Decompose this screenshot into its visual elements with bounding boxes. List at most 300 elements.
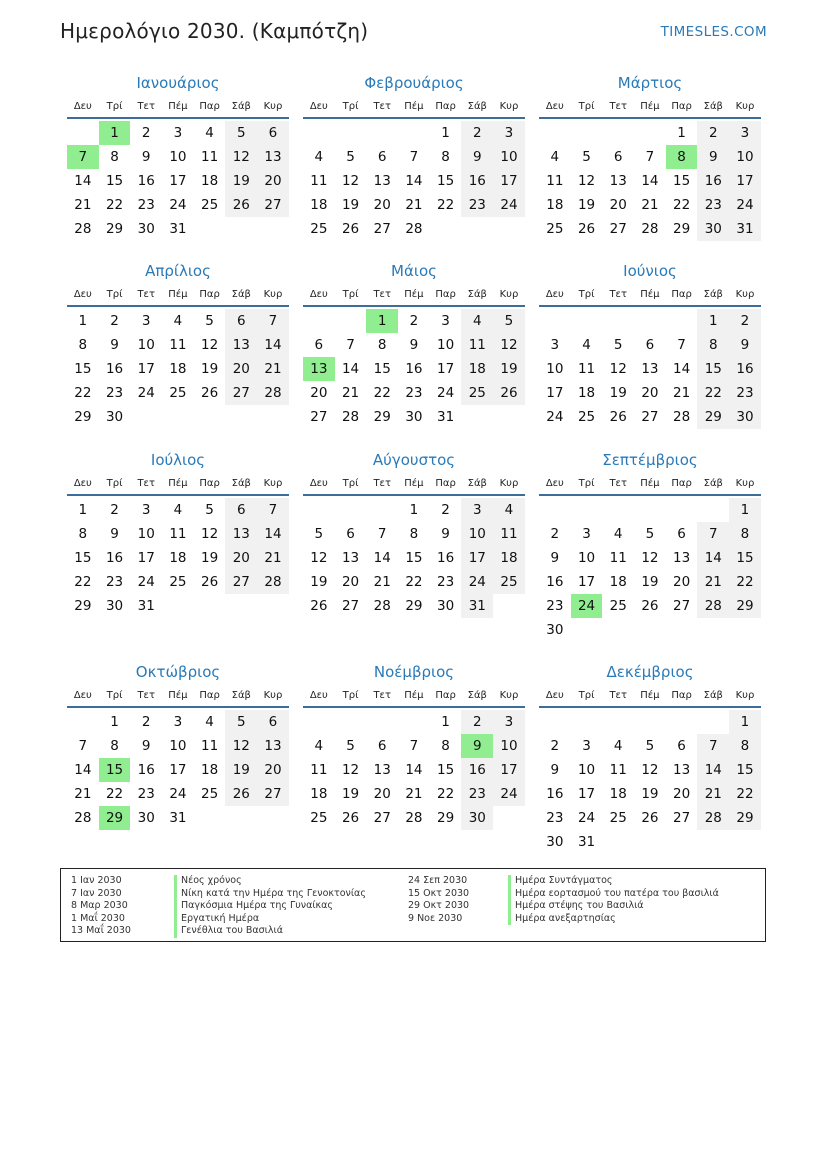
empty-cell: [225, 405, 257, 429]
weekday-label: Πέμ: [168, 478, 188, 489]
month-name: Φεβρουάριος: [364, 74, 464, 92]
day-cell: 7: [409, 738, 419, 754]
day-cell: 14: [697, 546, 729, 570]
week-row: [303, 758, 525, 782]
day-cell: 9: [550, 550, 560, 566]
day-cell: 12: [493, 333, 525, 357]
day-cell: 13: [257, 145, 289, 169]
day-cell: 8: [729, 734, 761, 758]
weekday-label: Τρί: [106, 289, 123, 300]
weekday-label: Πέμ: [168, 101, 188, 112]
day-cell: 13: [257, 734, 289, 758]
day-cell: 30: [137, 221, 155, 237]
day-cell: 31: [577, 834, 596, 850]
day-cell: 3: [493, 710, 525, 734]
day-cell: 25: [493, 570, 525, 594]
holiday-day-cell: 1: [99, 121, 131, 145]
month-11: [303, 661, 525, 830]
empty-cell: [257, 806, 289, 830]
day-cell: 27: [225, 381, 257, 405]
month-name: Ιανουάριος: [136, 74, 220, 92]
weekday-header: [539, 96, 761, 119]
weekday-label: Πέμ: [404, 690, 424, 701]
day-cell: 30: [697, 217, 729, 241]
day-cell: 1: [677, 125, 686, 141]
day-cell: 28: [341, 409, 360, 425]
day-cell: 26: [609, 409, 627, 425]
week-row: [539, 217, 761, 241]
weekday-label: Τρί: [106, 478, 123, 489]
week-row: [303, 806, 525, 830]
empty-cell: [257, 405, 289, 429]
day-cell: 19: [225, 758, 257, 782]
day-cell: 16: [105, 550, 124, 566]
weekday-header: [67, 96, 289, 119]
empty-cell: [634, 830, 666, 854]
day-cell: 30: [105, 409, 124, 425]
month-name: Νοέμβριος: [373, 663, 455, 681]
empty-cell: [67, 121, 99, 145]
day-cell: 22: [105, 786, 124, 802]
day-cell: 26: [641, 598, 659, 614]
day-cell: 17: [577, 574, 596, 590]
week-row: [67, 522, 289, 546]
day-cell: 11: [310, 762, 328, 778]
day-cell: 15: [673, 173, 691, 189]
day-cell: 9: [110, 526, 119, 542]
day-cell: 22: [437, 197, 455, 213]
week-row: [67, 594, 289, 618]
day-cell: 21: [74, 786, 92, 802]
month-3: [539, 72, 761, 241]
holiday-date: 15 Οκτ 2030: [408, 887, 470, 899]
weekday-header: [303, 685, 525, 708]
empty-cell: [303, 498, 335, 522]
day-cell: 10: [546, 361, 564, 377]
day-cell: 10: [577, 762, 596, 778]
day-cell: 4: [314, 738, 324, 754]
day-cell: 2: [141, 125, 151, 141]
empty-cell: [666, 830, 698, 854]
day-cell: 17: [169, 762, 187, 778]
week-row: [303, 381, 525, 405]
day-cell: 23: [137, 197, 155, 213]
month-days: [539, 119, 761, 241]
day-cell: 22: [74, 574, 92, 590]
week-row: [539, 782, 761, 806]
day-cell: 6: [677, 526, 686, 542]
day-cell: 6: [613, 149, 623, 165]
empty-cell: [697, 710, 729, 734]
day-cell: 22: [729, 782, 761, 806]
day-cell: 3: [493, 121, 525, 145]
day-cell: 14: [405, 173, 423, 189]
holiday-date: 24 Σεπ 2030: [408, 875, 468, 886]
week-row: [303, 570, 525, 594]
month-days: [303, 708, 525, 830]
empty-cell: [634, 121, 666, 145]
empty-cell: [130, 405, 162, 429]
day-cell: 5: [205, 502, 214, 518]
day-cell: 4: [173, 502, 183, 518]
empty-cell: [257, 217, 289, 241]
weekday-label: Δευ: [545, 289, 564, 300]
weekday-label: Τρί: [578, 289, 595, 300]
day-cell: 29: [437, 810, 455, 826]
empty-cell: [366, 121, 398, 145]
day-cell: 13: [373, 173, 391, 189]
day-cell: 25: [461, 381, 493, 405]
day-cell: 2: [441, 502, 450, 518]
day-cell: 5: [346, 738, 355, 754]
week-row: [67, 169, 289, 193]
day-cell: 19: [341, 786, 360, 802]
day-cell: 2: [697, 121, 729, 145]
day-cell: 2: [461, 710, 493, 734]
day-cell: 4: [205, 714, 214, 730]
day-cell: 10: [169, 738, 187, 754]
site-link[interactable]: TIMESLES.COM: [660, 24, 767, 40]
day-cell: 2: [141, 714, 151, 730]
day-cell: 9: [729, 333, 761, 357]
day-cell: 5: [314, 526, 324, 542]
day-cell: 11: [546, 173, 564, 189]
day-cell: 7: [697, 522, 729, 546]
weekday-label: Παρ: [199, 101, 220, 112]
week-row: [539, 193, 761, 217]
day-cell: 26: [201, 574, 219, 590]
day-cell: 15: [74, 550, 92, 566]
holiday-day-cell: 29: [99, 806, 131, 830]
day-cell: 6: [314, 337, 324, 353]
week-row: [67, 782, 289, 806]
day-cell: 4: [314, 149, 324, 165]
day-cell: 23: [437, 574, 455, 590]
day-cell: 17: [137, 550, 155, 566]
day-cell: 16: [546, 574, 564, 590]
day-cell: 19: [641, 786, 659, 802]
day-cell: 12: [201, 526, 219, 542]
empty-cell: [335, 498, 367, 522]
week-row: [67, 217, 289, 241]
day-cell: 19: [493, 357, 525, 381]
day-cell: 18: [201, 762, 219, 778]
day-cell: 17: [493, 758, 525, 782]
day-cell: 25: [577, 409, 596, 425]
weekday-label: Τετ: [609, 690, 627, 701]
holiday-name: Ημέρα εορτασμού του πατέρα του βασιλιά: [508, 888, 719, 901]
day-cell: 30: [546, 834, 564, 850]
day-cell: 26: [493, 381, 525, 405]
month-days: [539, 496, 761, 642]
week-row: [303, 710, 525, 734]
weekday-label: Τρί: [578, 478, 595, 489]
empty-cell: [366, 710, 398, 734]
day-cell: 6: [645, 337, 655, 353]
day-cell: 18: [310, 786, 328, 802]
weekday-label: Τετ: [373, 289, 391, 300]
weekday-label: Πέμ: [640, 478, 660, 489]
weekday-label: Σάβ: [231, 101, 251, 112]
day-cell: 30: [729, 405, 761, 429]
weekday-label: Κυρ: [499, 478, 519, 489]
empty-cell: [303, 309, 335, 333]
day-cell: 11: [310, 173, 328, 189]
weekday-header: [303, 284, 525, 307]
day-cell: 20: [609, 197, 627, 213]
empty-cell: [493, 594, 525, 618]
day-cell: 10: [169, 149, 187, 165]
day-cell: 20: [641, 385, 659, 401]
holiday-names-col-1: [174, 875, 366, 938]
day-cell: 25: [201, 786, 219, 802]
holiday-name: Ημέρα Συντάγματος: [508, 875, 719, 888]
day-cell: 12: [201, 337, 219, 353]
holiday-name: Παγκόσμια Ημέρα της Γυναίκας: [174, 900, 366, 913]
weekday-label: Δευ: [309, 478, 328, 489]
weekday-label: Πέμ: [404, 478, 424, 489]
day-cell: 17: [137, 361, 155, 377]
week-row: [67, 405, 289, 429]
day-cell: 18: [201, 173, 219, 189]
empty-cell: [194, 594, 226, 618]
weekday-label: Παρ: [435, 478, 456, 489]
holiday-name: Νίκη κατά την Ημέρα της Γενοκτονίας: [174, 888, 366, 901]
weekday-header: [67, 685, 289, 708]
day-cell: 22: [74, 385, 92, 401]
month-name: Μάιος: [391, 262, 437, 280]
day-cell: 27: [673, 598, 691, 614]
day-cell: 1: [110, 714, 119, 730]
weekday-label: Πέμ: [640, 289, 660, 300]
weekday-label: Τρί: [342, 478, 359, 489]
day-cell: 11: [609, 550, 627, 566]
month-2: [303, 72, 525, 241]
weekday-label: Δευ: [73, 101, 92, 112]
day-cell: 8: [697, 333, 729, 357]
day-cell: 8: [110, 149, 119, 165]
week-row: [539, 734, 761, 758]
day-cell: 3: [441, 313, 450, 329]
day-cell: 24: [137, 574, 155, 590]
month-days: [539, 307, 761, 429]
empty-cell: [366, 498, 398, 522]
day-cell: 24: [137, 385, 155, 401]
day-cell: 16: [546, 786, 564, 802]
empty-cell: [225, 806, 257, 830]
weekday-label: Παρ: [671, 101, 692, 112]
weekday-label: Δευ: [309, 101, 328, 112]
weekday-label: Κυρ: [499, 101, 519, 112]
weekday-label: Παρ: [671, 690, 692, 701]
week-row: [67, 357, 289, 381]
week-row: [303, 121, 525, 145]
week-row: [539, 357, 761, 381]
day-cell: 7: [377, 526, 387, 542]
day-cell: 14: [74, 762, 92, 778]
day-cell: 7: [257, 309, 289, 333]
week-row: [67, 193, 289, 217]
month-name: Δεκέμβριος: [606, 663, 694, 681]
month-days: [67, 496, 289, 618]
day-cell: 18: [169, 361, 187, 377]
day-cell: 3: [173, 125, 183, 141]
day-cell: 21: [74, 197, 92, 213]
weekday-label: Τρί: [106, 101, 123, 112]
day-cell: 29: [729, 594, 761, 618]
weekday-header: [539, 284, 761, 307]
week-row: [303, 498, 525, 522]
day-cell: 25: [310, 221, 328, 237]
day-cell: 5: [346, 149, 355, 165]
day-cell: 13: [225, 522, 257, 546]
holiday-dates-col-2: [408, 875, 469, 925]
day-cell: 12: [225, 145, 257, 169]
day-cell: 20: [310, 385, 328, 401]
weekday-label: Δευ: [309, 289, 328, 300]
weekday-label: Τετ: [609, 478, 627, 489]
week-row: [303, 217, 525, 241]
weekday-header: [67, 473, 289, 496]
day-cell: 27: [641, 409, 659, 425]
day-cell: 27: [673, 810, 691, 826]
day-cell: 5: [493, 309, 525, 333]
day-cell: 16: [461, 169, 493, 193]
weekday-label: Σάβ: [467, 690, 487, 701]
empty-cell: [634, 309, 666, 333]
month-6: [539, 260, 761, 429]
weekday-label: Δευ: [545, 101, 564, 112]
empty-cell: [697, 618, 729, 642]
day-cell: 1: [409, 502, 419, 518]
weekday-label: Παρ: [435, 289, 456, 300]
day-cell: 7: [409, 149, 419, 165]
week-row: [539, 570, 761, 594]
weekday-label: Σάβ: [231, 690, 251, 701]
day-cell: 5: [225, 121, 257, 145]
weekday-label: Παρ: [199, 478, 220, 489]
holiday-day-cell: 13: [303, 357, 335, 381]
weekday-label: Δευ: [73, 690, 92, 701]
page-title: Ημερολόγιο 2030. (Καμπότζη): [60, 19, 369, 43]
day-cell: 9: [550, 762, 560, 778]
day-cell: 8: [78, 526, 88, 542]
empty-cell: [461, 217, 493, 241]
day-cell: 14: [697, 758, 729, 782]
day-cell: 14: [641, 173, 659, 189]
empty-cell: [571, 121, 603, 145]
month-5: [303, 260, 525, 429]
month-name: Οκτώβριος: [135, 663, 221, 681]
day-cell: 19: [201, 361, 219, 377]
day-cell: 27: [310, 409, 328, 425]
day-cell: 14: [341, 361, 360, 377]
day-cell: 28: [697, 594, 729, 618]
empty-cell: [303, 121, 335, 145]
day-cell: 15: [437, 762, 455, 778]
holiday-name: Νέος χρόνος: [174, 875, 366, 888]
day-cell: 21: [405, 197, 423, 213]
day-cell: 20: [257, 758, 289, 782]
day-cell: 19: [577, 197, 596, 213]
day-cell: 26: [225, 782, 257, 806]
empty-cell: [602, 618, 634, 642]
day-cell: 28: [673, 409, 691, 425]
day-cell: 24: [493, 782, 525, 806]
weekday-label: Τρί: [342, 101, 359, 112]
day-cell: 9: [461, 145, 493, 169]
week-row: [67, 570, 289, 594]
holiday-date: 9 Νοε 2030: [408, 912, 463, 924]
day-cell: 15: [729, 546, 761, 570]
weekday-label: Κυρ: [735, 101, 755, 112]
day-cell: 31: [437, 409, 455, 425]
day-cell: 17: [546, 385, 564, 401]
month-8: [303, 449, 525, 618]
month-9: [539, 449, 761, 642]
day-cell: 9: [441, 526, 450, 542]
weekday-label: Τετ: [137, 289, 155, 300]
day-cell: 10: [461, 522, 493, 546]
month-4: [67, 260, 289, 429]
week-row: [303, 309, 525, 333]
month-days: [67, 708, 289, 830]
month-days: [67, 119, 289, 241]
empty-cell: [634, 498, 666, 522]
day-cell: 4: [550, 149, 560, 165]
day-cell: 23: [461, 193, 493, 217]
day-cell: 21: [373, 574, 391, 590]
week-row: [67, 121, 289, 145]
day-cell: 26: [310, 598, 328, 614]
day-cell: 16: [105, 361, 124, 377]
day-cell: 6: [257, 710, 289, 734]
day-cell: 21: [673, 385, 691, 401]
day-cell: 13: [673, 550, 691, 566]
empty-cell: [335, 710, 367, 734]
holiday-date: 13 Μαΐ 2030: [71, 925, 131, 936]
weekday-label: Σάβ: [703, 478, 723, 489]
day-cell: 5: [645, 738, 655, 754]
day-cell: 14: [373, 550, 391, 566]
day-cell: 24: [493, 193, 525, 217]
empty-cell: [493, 806, 525, 830]
day-cell: 9: [697, 145, 729, 169]
month-name: Αύγουστος: [372, 451, 456, 469]
empty-cell: [162, 405, 194, 429]
day-cell: 3: [173, 714, 183, 730]
weekday-label: Παρ: [199, 690, 220, 701]
day-cell: 23: [137, 786, 155, 802]
month-days: [539, 708, 761, 854]
day-cell: 16: [729, 357, 761, 381]
week-row: [539, 169, 761, 193]
week-row: [539, 333, 761, 357]
day-cell: 21: [257, 546, 289, 570]
day-cell: 31: [461, 594, 493, 618]
week-row: [67, 145, 289, 169]
day-cell: 4: [173, 313, 183, 329]
holiday-day-cell: 8: [666, 145, 698, 169]
day-cell: 7: [677, 337, 686, 353]
day-cell: 1: [729, 710, 761, 734]
week-row: [539, 405, 761, 429]
holiday-day-cell: 24: [571, 594, 603, 618]
day-cell: 30: [105, 598, 124, 614]
empty-cell: [602, 121, 634, 145]
month-name: Μάρτιος: [617, 74, 683, 92]
holiday-dates-col-1: [71, 875, 131, 938]
